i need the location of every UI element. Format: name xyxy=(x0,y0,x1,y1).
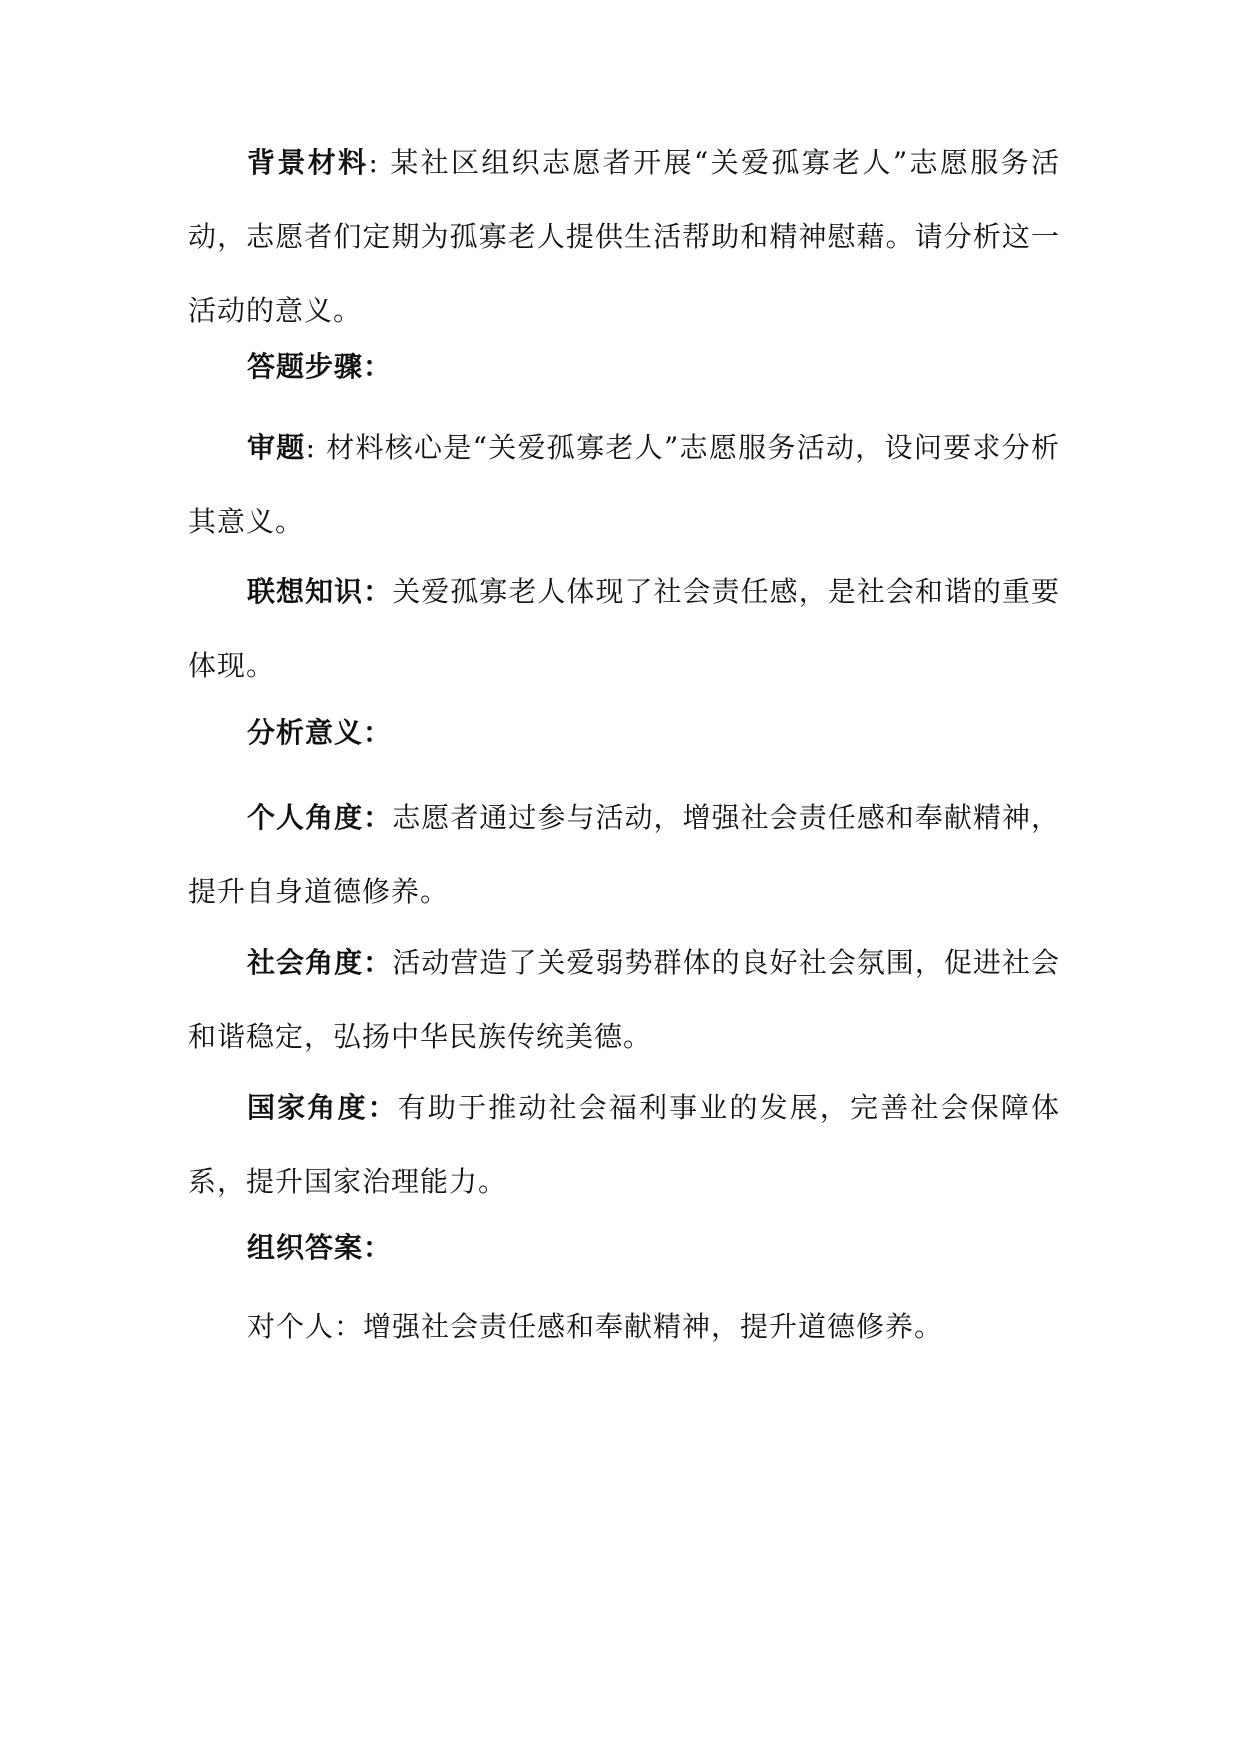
steps-heading-paragraph xyxy=(188,330,1060,404)
association-label: 联想知识： xyxy=(247,575,393,608)
review-paragraph xyxy=(188,411,1060,559)
review-label: 审题 xyxy=(247,431,306,464)
association-paragraph xyxy=(188,555,1060,703)
background-separator: : xyxy=(368,146,391,179)
personal-label: 个人角度： xyxy=(247,801,393,834)
review-text: 材料核心是“关爱孤寡老人”志愿服务活动，设问要求分析其意义。 xyxy=(188,431,1060,538)
social-text: 活动营造了关爱弱势群体的良好社会氛围，促进社会和谐稳定，弘扬中华民族传统美德。 xyxy=(188,946,1060,1053)
social-paragraph xyxy=(188,926,1060,1074)
background-text: 某社区组织志愿者开展“关爱孤寡老人”志愿服务活动，志愿者们定期为孤寡老人提供生活帮助和精神慰藉。请分析这一活动的意义。 xyxy=(188,146,1060,327)
background-paragraph xyxy=(188,126,1060,348)
social-label: 社会角度： xyxy=(247,946,393,979)
answer-personal-text: 对个人：增强社会责任感和奉献精神，提升道德修养。 xyxy=(247,1310,944,1343)
answer-heading-paragraph xyxy=(188,1211,1060,1285)
meaning-heading: 分析意义： xyxy=(247,716,393,749)
national-paragraph xyxy=(188,1071,1060,1219)
review-separator: : xyxy=(305,431,327,464)
steps-heading: 答题步骤： xyxy=(247,350,393,383)
background-label: 背景材料 xyxy=(247,146,369,179)
meaning-heading-paragraph xyxy=(188,696,1060,770)
association-text: 关爱孤寡老人体现了社会责任感，是社会和谐的重要体现。 xyxy=(188,575,1060,682)
national-label: 国家角度： xyxy=(247,1091,398,1124)
personal-paragraph xyxy=(188,781,1060,929)
answer-heading: 组织答案： xyxy=(247,1231,393,1264)
answer-personal-paragraph xyxy=(188,1290,1060,1364)
personal-text: 志愿者通过参与活动，增强社会责任感和奉献精神，提升自身道德修养。 xyxy=(188,801,1060,908)
national-text: 有助于推动社会福利事业的发展，完善社会保障体系，提升国家治理能力。 xyxy=(188,1091,1060,1198)
